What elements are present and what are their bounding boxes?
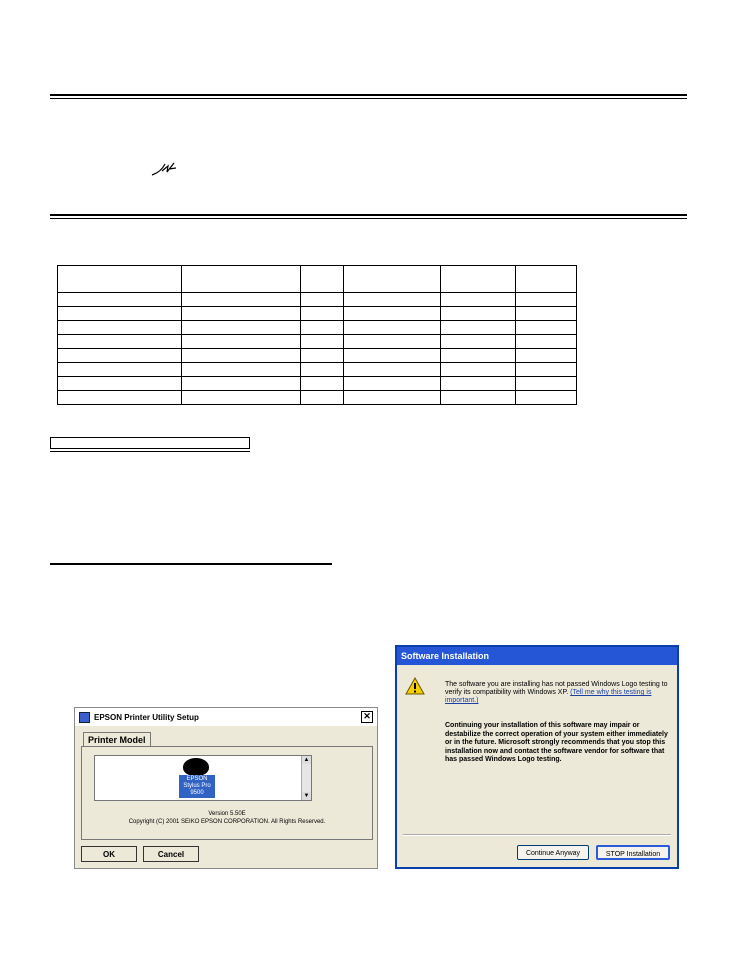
compatibility-message <box>445 681 673 705</box>
table-row <box>58 307 577 321</box>
middle-double-rule <box>50 214 687 219</box>
underlined-heading-placeholder <box>50 563 332 565</box>
tab-printer-model[interactable]: Printer Model <box>83 732 151 747</box>
version-text: Version 5.50E <box>208 811 246 817</box>
table-row <box>58 363 577 377</box>
printer-app-icon <box>79 712 90 723</box>
table-header-row <box>58 266 577 293</box>
warning-icon <box>405 677 425 695</box>
printer-model-list[interactable] <box>94 755 312 801</box>
epson-setup-dialog <box>74 707 378 869</box>
table-row <box>58 321 577 335</box>
copyright-text: Copyright (C) 2001 SEIKO EPSON CORPORATION. All Rights Reserved. <box>128 819 326 825</box>
dialog-separator <box>403 834 671 836</box>
table-header-cell <box>441 266 516 293</box>
table-row <box>58 391 577 405</box>
software-installation-dialog <box>395 645 679 869</box>
top-double-rule <box>50 94 687 99</box>
printer-model-panel <box>81 746 373 840</box>
epson-dialog-title: EPSON Printer Utility Setup <box>94 712 199 722</box>
table-header-cell <box>516 266 577 293</box>
table-row <box>58 293 577 307</box>
stop-installation-button[interactable]: STOP Installation <box>596 845 670 860</box>
install-dialog-title: Software Installation <box>397 647 677 665</box>
printer-label-line: 9500 <box>190 790 204 796</box>
scroll-up-icon[interactable]: ▲ <box>303 757 310 763</box>
scroll-down-icon[interactable]: ▼ <box>303 793 310 799</box>
printer-model-item[interactable] <box>179 775 215 798</box>
cancel-button[interactable]: Cancel <box>143 846 199 862</box>
table-row <box>58 335 577 349</box>
table-header-cell <box>344 266 441 293</box>
signature-mark <box>150 160 178 178</box>
boxed-heading-placeholder <box>50 437 250 449</box>
table-row <box>58 349 577 363</box>
table-header-cell <box>58 266 182 293</box>
table-header-cell <box>182 266 301 293</box>
warning-message: Continuing your installation of this software may impair or destabilize the correct operation of your system either immediately or in the future. Microsoft strongly recommends that you stop this installation now and contact the software vendor for software that has passed Windows Logo testing. <box>445 722 668 763</box>
compatibility-text: The software you are installing has not passed Windows Logo testing to verify its compatibility with Windows XP. <box>445 681 668 696</box>
printer-label-line: Stylus Pro <box>183 783 211 789</box>
ok-button[interactable]: OK <box>81 846 137 862</box>
printer-label-line: EPSON <box>186 776 208 782</box>
epson-dialog-titlebar <box>75 708 377 726</box>
data-table <box>57 265 577 405</box>
printer-icon[interactable] <box>183 758 209 776</box>
table-header-cell <box>301 266 344 293</box>
tell-me-why-link[interactable]: (Tell me why this testing is important.) <box>445 689 652 704</box>
continue-anyway-button[interactable]: Continue Anyway <box>517 845 589 860</box>
close-icon[interactable]: ✕ <box>361 711 373 723</box>
table-row <box>58 377 577 391</box>
list-scrollbar[interactable] <box>301 756 311 800</box>
